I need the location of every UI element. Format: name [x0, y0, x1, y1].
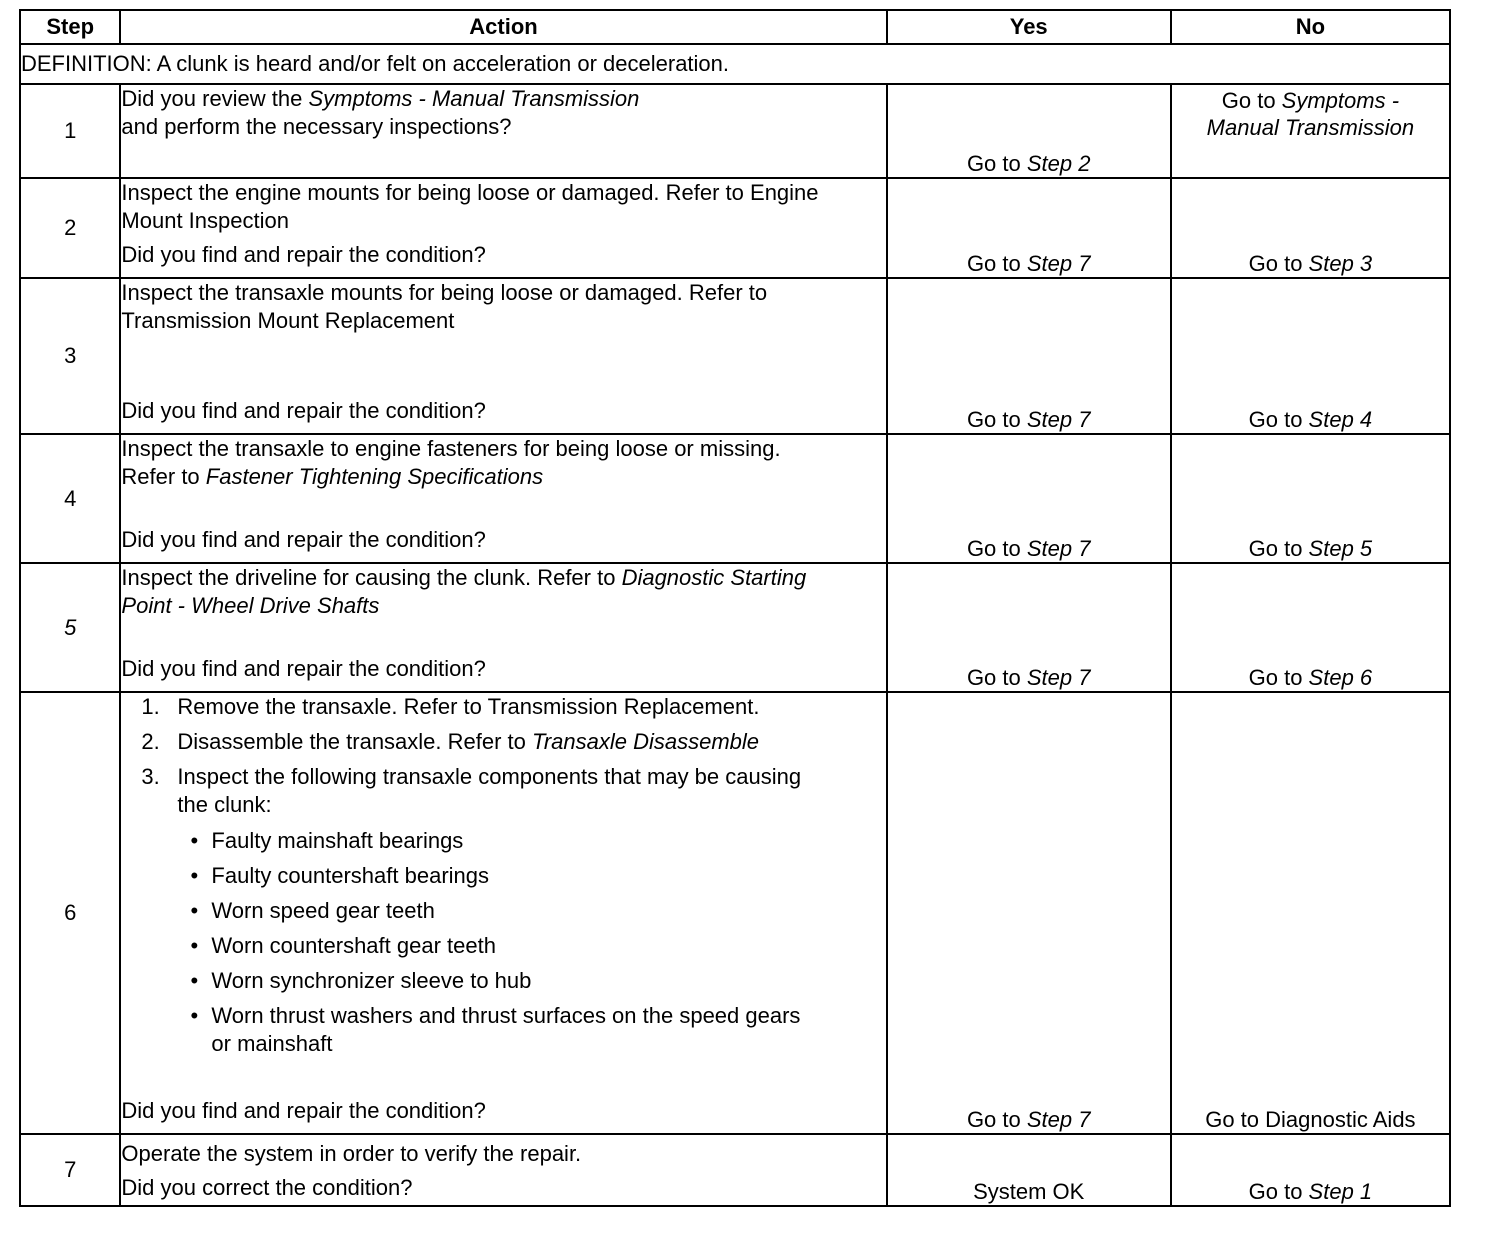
- no-target: Manual Transmission: [1206, 115, 1415, 140]
- substep-reference: Transaxle Disassemble: [532, 729, 760, 754]
- substep-text: Remove the transaxle. Refer to Transmission Replacement.: [177, 694, 760, 719]
- yes-prefix: Go to: [966, 1107, 1027, 1132]
- action-reference: Symptoms - Manual Transmission: [308, 86, 640, 111]
- step-number: 6: [20, 692, 120, 1134]
- no-cell: [1171, 84, 1450, 178]
- substep-number: 3.: [141, 764, 160, 789]
- action-question: Did you find and repair the condition?: [121, 656, 486, 681]
- no-cell: [1171, 278, 1450, 434]
- table-row: [20, 563, 1450, 692]
- no-cell: [1171, 178, 1450, 278]
- no-cell: [1171, 1134, 1450, 1206]
- yes-prefix: Go to: [966, 407, 1027, 432]
- definition-row: [20, 44, 1450, 84]
- action-text: Did you review the: [121, 86, 309, 111]
- definition-text: DEFINITION: A clunk is heard and/or felt on acceleration or deceleration.: [20, 44, 1450, 84]
- no-prefix: Go to: [1248, 251, 1309, 276]
- table-row: [20, 84, 1450, 178]
- list-item: [177, 932, 817, 960]
- yes-target: Step 2: [1026, 151, 1091, 176]
- yes-cell: [887, 278, 1171, 434]
- component-text: Faulty mainshaft bearings: [211, 828, 464, 853]
- no-prefix: Go to: [1221, 88, 1282, 113]
- action-text: Inspect the transaxle mounts for being loose or damaged. Refer to Transmission Mount Replacement: [121, 280, 768, 333]
- list-item: [177, 862, 817, 890]
- list-item: [141, 763, 885, 1065]
- substep-number: 2.: [141, 729, 160, 754]
- yes-cell: [887, 692, 1171, 1134]
- action-text: and perform the necessary inspections?: [121, 114, 512, 139]
- step-number-text: 5: [64, 614, 77, 640]
- table-row: [20, 178, 1450, 278]
- yes-target: Step 7: [1026, 536, 1091, 561]
- no-prefix: Go to: [1248, 1179, 1309, 1204]
- yes-prefix: Go to: [966, 251, 1027, 276]
- action-reference: Diagnostic Starting Point - Wheel Drive Shafts: [121, 565, 807, 618]
- list-item: [177, 967, 817, 995]
- no-target: Step 1: [1308, 1179, 1373, 1204]
- substep-text: Disassemble the transaxle. Refer to: [177, 729, 533, 754]
- action-question: Did you find and repair the condition?: [121, 527, 486, 552]
- list-item: [177, 897, 817, 925]
- action-cell: [120, 692, 886, 1134]
- no-target: Step 5: [1308, 536, 1373, 561]
- substep-text: Inspect the following transaxle components that may be causing the clunk:: [177, 764, 802, 817]
- action-cell: [120, 563, 886, 692]
- step-number: [20, 563, 120, 692]
- no-cell: [1171, 563, 1450, 692]
- table-row: [20, 434, 1450, 563]
- header-row: [20, 10, 1450, 44]
- no-target: Symptoms -: [1281, 88, 1400, 113]
- action-reference: Fastener Tightening Specifications: [205, 464, 544, 489]
- bullet: •: [190, 828, 199, 853]
- substep-number: 1.: [141, 694, 160, 719]
- no-cell: Go to Diagnostic Aids: [1171, 692, 1450, 1134]
- yes-target: Step 7: [1026, 251, 1091, 276]
- step-number: 4: [20, 434, 120, 563]
- header-step: Step: [20, 10, 120, 44]
- action-cell: [120, 278, 886, 434]
- yes-target: Step 7: [1026, 665, 1091, 690]
- action-cell: [120, 1134, 886, 1206]
- component-text: Worn thrust washers and thrust surfaces on the speed gears or mainshaft: [211, 1003, 801, 1056]
- substep-list: [121, 693, 885, 1065]
- list-item: [141, 693, 885, 721]
- yes-cell: [887, 434, 1171, 563]
- action-text: Inspect the driveline for causing the clunk. Refer to: [121, 565, 622, 590]
- no-prefix: Go to: [1248, 665, 1309, 690]
- action-cell: [120, 434, 886, 563]
- header-no: No: [1171, 10, 1450, 44]
- component-list: [177, 827, 817, 1058]
- component-text: Worn countershaft gear teeth: [211, 933, 496, 958]
- list-item: [177, 1002, 817, 1058]
- action-text: Inspect the engine mounts for being loose or damaged. Refer to Engine Mount Inspection: [121, 180, 819, 233]
- no-prefix: Go to: [1248, 536, 1309, 561]
- header-action: Action: [120, 10, 886, 44]
- action-cell: [120, 84, 886, 178]
- step-number: 1: [20, 84, 120, 178]
- step-number: 3: [20, 278, 120, 434]
- action-question: Did you find and repair the condition?: [121, 398, 486, 423]
- list-item: [141, 728, 885, 756]
- header-yes: Yes: [887, 10, 1171, 44]
- action-text: Inspect the transaxle to engine fasteners for being loose or missing. Refer to: [121, 436, 781, 489]
- list-item: [177, 827, 817, 855]
- no-target: Step 3: [1308, 251, 1373, 276]
- bullet: •: [190, 863, 199, 888]
- component-text: Faulty countershaft bearings: [211, 863, 490, 888]
- yes-target: Step 7: [1026, 1107, 1091, 1132]
- bullet: •: [190, 1003, 199, 1028]
- yes-cell: [887, 178, 1171, 278]
- action-text: Operate the system in order to verify the repair.: [121, 1141, 582, 1166]
- table-row: [20, 692, 1450, 1134]
- no-target: Step 6: [1308, 665, 1373, 690]
- yes-cell: [887, 84, 1171, 178]
- bullet: •: [190, 933, 199, 958]
- no-target: Step 4: [1308, 407, 1373, 432]
- yes-cell: [887, 563, 1171, 692]
- yes-cell: System OK: [887, 1134, 1171, 1206]
- diagnostic-table: [19, 9, 1451, 1207]
- action-cell: [120, 178, 886, 278]
- no-prefix: Go to: [1248, 407, 1309, 432]
- table-row: [20, 278, 1450, 434]
- yes-prefix: Go to: [966, 151, 1027, 176]
- action-question: Did you find and repair the condition?: [121, 242, 486, 267]
- yes-target: Step 7: [1026, 407, 1091, 432]
- component-text: Worn speed gear teeth: [211, 898, 435, 923]
- action-question: Did you correct the condition?: [121, 1175, 413, 1200]
- component-text: Worn synchronizer sleeve to hub: [211, 968, 532, 993]
- step-number: 7: [20, 1134, 120, 1206]
- step-number: 2: [20, 178, 120, 278]
- yes-prefix: Go to: [966, 536, 1027, 561]
- no-cell: [1171, 434, 1450, 563]
- action-question: Did you find and repair the condition?: [121, 1098, 486, 1123]
- bullet: •: [190, 898, 199, 923]
- table-row: [20, 1134, 1450, 1206]
- bullet: •: [190, 968, 199, 993]
- yes-prefix: Go to: [966, 665, 1027, 690]
